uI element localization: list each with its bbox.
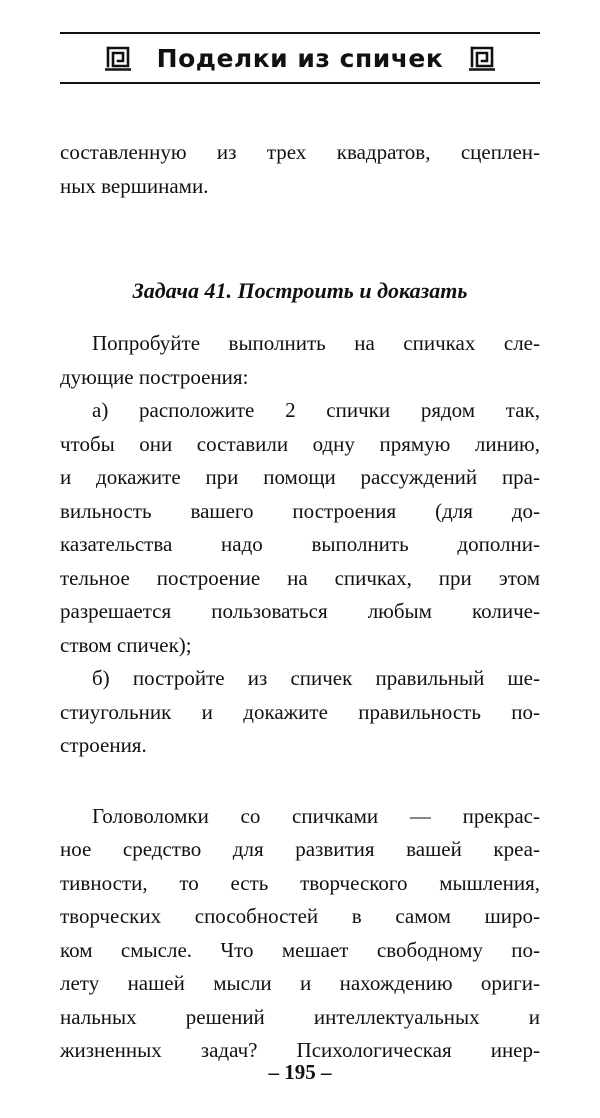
task-title: Задача 41. Построить и доказать	[132, 278, 468, 303]
running-head-title: Поделки из спичек	[156, 44, 444, 73]
text-line: разрешается пользоваться любым количе-	[60, 599, 540, 623]
running-head	[60, 32, 540, 84]
text-line: стиугольник и докажите правильность по-	[60, 699, 540, 724]
text-line: ных вершинами.	[60, 173, 209, 198]
text-line: а) расположите 2 спички рядом так,	[92, 398, 540, 422]
text-line: ством спичек);	[60, 632, 192, 657]
text-line: б) постройте из спичек правильный ше-	[92, 666, 540, 690]
paragraph-gap	[60, 763, 540, 800]
text-line: строения.	[60, 733, 147, 757]
text-line: жизненных задач? Психологическая инер-	[60, 1038, 540, 1062]
continuation-paragraph	[60, 136, 540, 203]
text-line: Попробуйте выполнить на спичках сле-	[92, 331, 540, 355]
text-line: лету нашей мысли и нахождению ориги-	[60, 971, 540, 995]
greek-key-icon	[469, 45, 495, 71]
text-line: ком смысле. Что мешает свободному по-	[60, 937, 540, 962]
text-line: казательства надо выполнить дополни-	[60, 532, 540, 556]
closing-paragraph	[60, 800, 540, 1068]
text-line: тельное построение на спичках, при этом	[60, 565, 540, 590]
text-line: и докажите при помощи рассуждений пра-	[60, 465, 540, 489]
text-line: дующие построения:	[60, 364, 249, 389]
task-intro-paragraph	[60, 327, 540, 394]
text-line: тивности, то есть творческого мышления,	[60, 870, 540, 895]
text-line: составленную из трех квадратов, сцеплен-	[60, 140, 540, 164]
greek-key-icon	[105, 45, 131, 71]
text-line: чтобы они составили одну прямую линию,	[60, 431, 540, 456]
text-line: вильность вашего построения (для до-	[60, 498, 540, 523]
task-item-a	[60, 394, 540, 662]
text-line: Головоломки со спичками — прекрас-	[92, 803, 540, 828]
text-line: творческих способностей в самом широ-	[60, 904, 540, 928]
page-body	[60, 136, 540, 1068]
text-line: нальных решений интеллектуальных и	[60, 1004, 540, 1029]
page-number: – 195 –	[268, 1060, 332, 1084]
task-item-b	[60, 662, 540, 763]
text-line: ное средство для развития вашей креа-	[60, 837, 540, 861]
